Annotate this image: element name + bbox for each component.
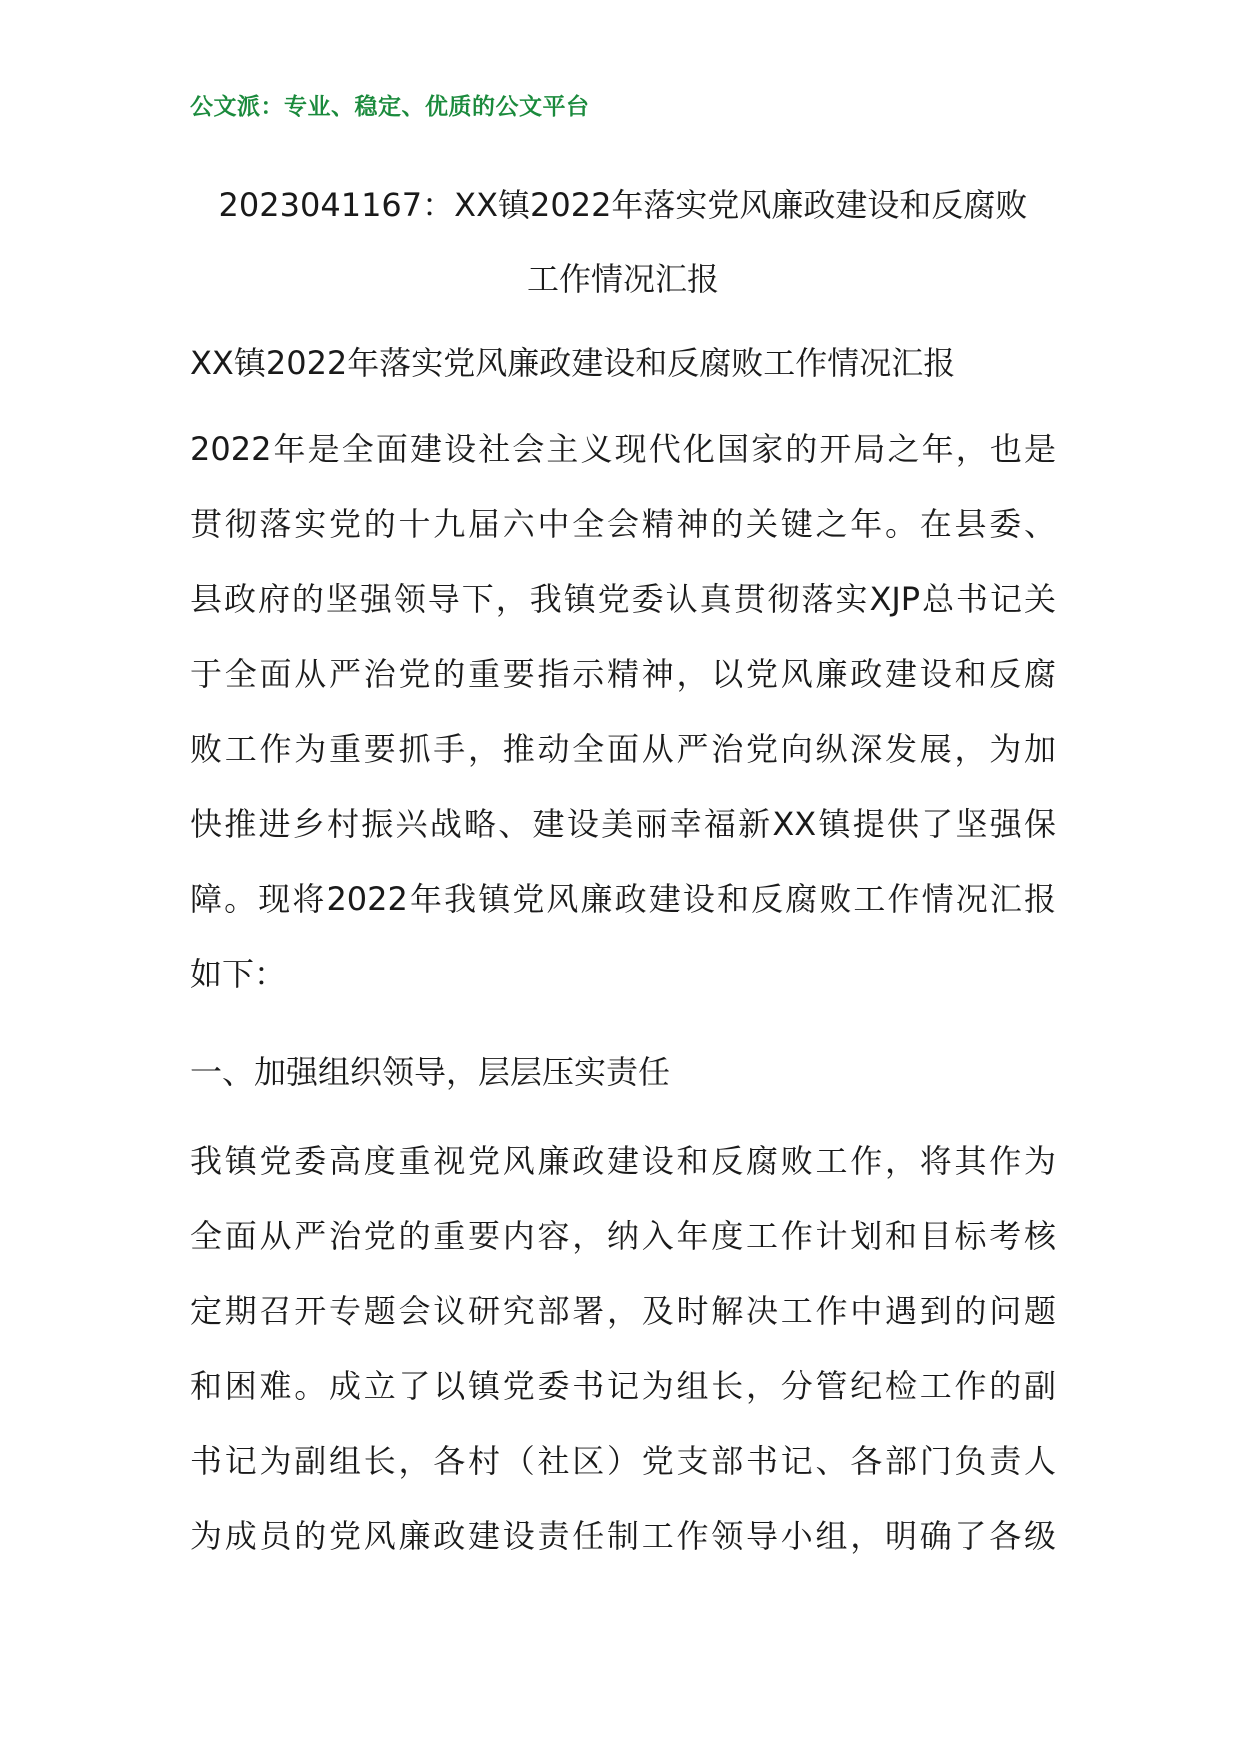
document-title — [190, 168, 1056, 316]
paragraph-line: 为成员的党风廉政建设责任制工作领导小组，明确了各级 — [190, 1517, 1056, 1555]
paragraph-line: 2022年是全面建设社会主义现代化国家的开局之年，也是 — [190, 430, 1056, 468]
paragraph-line: 贯彻落实党的十九届六中全会精神的关键之年。在县委、 — [190, 505, 1056, 543]
intro-paragraph — [190, 412, 1056, 1012]
paragraph-line: 定期召开专题会议研究部署，及时解决工作中遇到的问题 — [190, 1292, 1056, 1330]
document-title-line-1: 2023041167：XX镇2022年落实党风廉政建设和反腐败 — [218, 186, 1028, 224]
paragraph-line: 于全面从严治党的重要指示精神，以党风廉政建设和反腐 — [190, 655, 1056, 693]
paragraph-line: 书记为副组长，各村（社区）党支部书记、各部门负责人 — [190, 1442, 1056, 1480]
document-title-line-2: 工作情况汇报 — [526, 260, 719, 298]
header-brand: 公文派：专业、稳定、优质的公文平台 — [190, 94, 590, 120]
paragraph-line: 败工作为重要抓手，推动全面从严治党向纵深发展，为加 — [190, 730, 1056, 768]
paragraph-line: 全面从严治党的重要内容，纳入年度工作计划和目标考核 — [190, 1217, 1056, 1255]
section-heading: 一、加强组织领导，层层压实责任 — [190, 1053, 671, 1091]
paragraph-line: 如下： — [190, 955, 287, 993]
paragraph-line: 我镇党委高度重视党风廉政建设和反腐败工作，将其作为 — [190, 1142, 1056, 1180]
document-subtitle: XX镇2022年落实党风廉政建设和反腐败工作情况汇报 — [190, 344, 956, 382]
paragraph-line: 和困难。成立了以镇党委书记为组长，分管纪检工作的副 — [190, 1367, 1056, 1405]
paragraph-line: 快推进乡村振兴战略、建设美丽幸福新XX镇提供了坚强保 — [190, 805, 1056, 843]
paragraph-line: 障。现将2022年我镇党风廉政建设和反腐败工作情况汇报 — [190, 880, 1056, 918]
section1-paragraph — [190, 1124, 1056, 1574]
paragraph-line: 县政府的坚强领导下，我镇党委认真贯彻落实XJP总书记关 — [190, 580, 1056, 618]
